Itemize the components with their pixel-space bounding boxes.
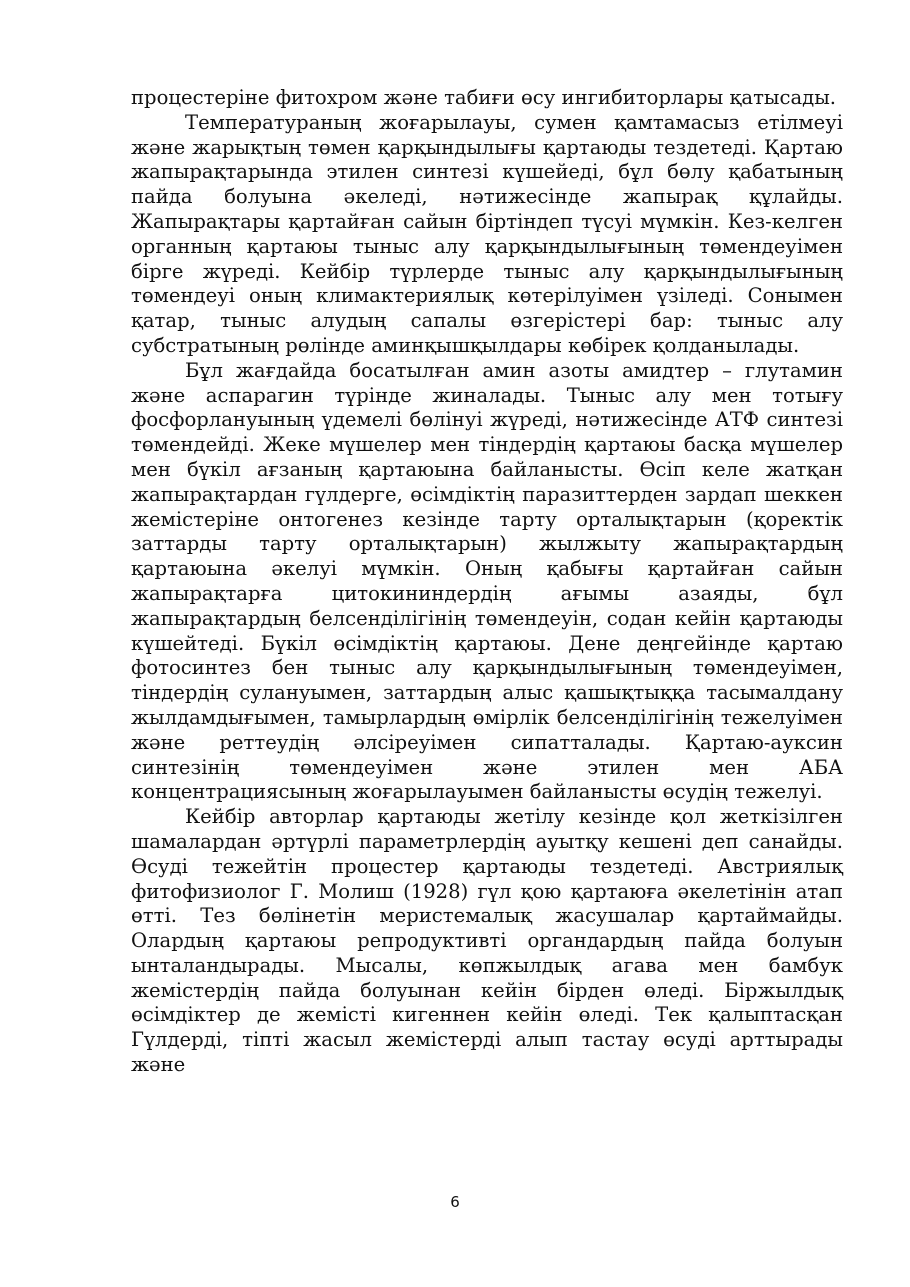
page-number: 6 (450, 1193, 460, 1211)
paragraph-amine-nitrogen: Бұл жағдайда босатылған амин азоты амидтер – глутамин және аспарагин түрінде жиналады. Тыныс алу мен тотығу фосфорлануының үдемелі бөлінуі жүреді, нәтижесінде АТФ синтезі төмендейді. Жеке мүшелер мен тіндердің қартаюы басқа мүшелер мен бүкіл ағзаның қартаюына байланысты. Өсіп келе жатқан жапырақтардан гүлдерге, өсімдіктің паразиттерден зардап шеккен жемістеріне онтогенез кезінде тарту орталықтарын (қоректік заттарды тарту орталықтарын) жылжыту жапырақтардың қартаюына әкелуі мүмкін. Оның қабығы қартайған сайын жапырақтарға цитокининдердің ағымы азаяды, бұл жапырақтардың белсенділігінің төмендеуін, содан кейін қартаюды күшейтеді. Бүкіл өсімдіктің қартаюы. Дене деңгейінде қартаю фотосинтез бен тыныс алу қарқындылығының төмендеуімен, тіндердің сулануымен, заттардың алыс қашықтыққа тасымалдану жылдамдығымен, тамырлардың өмірлік белсенділігінің тежелуімен және реттеудің әлсіреуімен сипатталады. Қартаю-ауксин синтезінің төмендеуімен және этилен мен АБА концентрациясының жоғарылауымен байланысты өсудің тежелуі. (131, 358, 843, 804)
body-text (131, 86, 843, 1078)
paragraph-authors-aging: Кейбір авторлар қартаюды жетілу кезінде қол жеткізілген шамалардан әртүрлі параметрлердің ауытқу кешені деп санайды. Өсуді тежейтін процестер қартаюды тездетеді. Австриялық фитофизиолог Г. Молиш (1928) гүл қою қартаюға әкелетінін атап өтті. Тез бөлінетін меристемалық жасушалар қартаймайды. Олардың қартаюы репродуктивті органдардың пайда болуын ынталандырады. Мысалы, көпжылдық агава мен бамбук жемістердің пайда болуынан кейін бірден өледі. Біржылдық өсімдіктер де жемісті кигеннен кейін өледі. Тек қалыптасқан Гүлдерді, тіпті жасыл жемістерді алып тастау өсуді арттырады және (131, 805, 843, 1077)
paragraph-continuation: процестеріне фитохром және табиғи өсу ингибиторлары қатысады. (131, 86, 837, 109)
paragraph-temperature-aging: Температураның жоғарылауы, сумен қамтамасыз етілмеуі және жарықтың төмен қарқындылығы қартаюды тездетеді. Қартаю жапырақтарында этилен синтезі күшейеді, бұл бөлу қабатының пайда болуына әкеледі, нәтижесінде жапырақ құлайды. Жапырақтары қартайған сайын біртіндеп түсуі мүмкін. Кез-келген органның қартаюы тыныс алу қарқындылығының төмендеуімен бірге жүреді. Кейбір түрлерде тыныс алу қарқындылығының төмендеуі оның климактериялық көтерілуімен үзіледі. Сонымен қатар, тыныс алудың сапалы өзгерістері бар: тыныс алу субстратының рөлінде аминқышқылдары көбірек қолданылады. (131, 110, 843, 357)
